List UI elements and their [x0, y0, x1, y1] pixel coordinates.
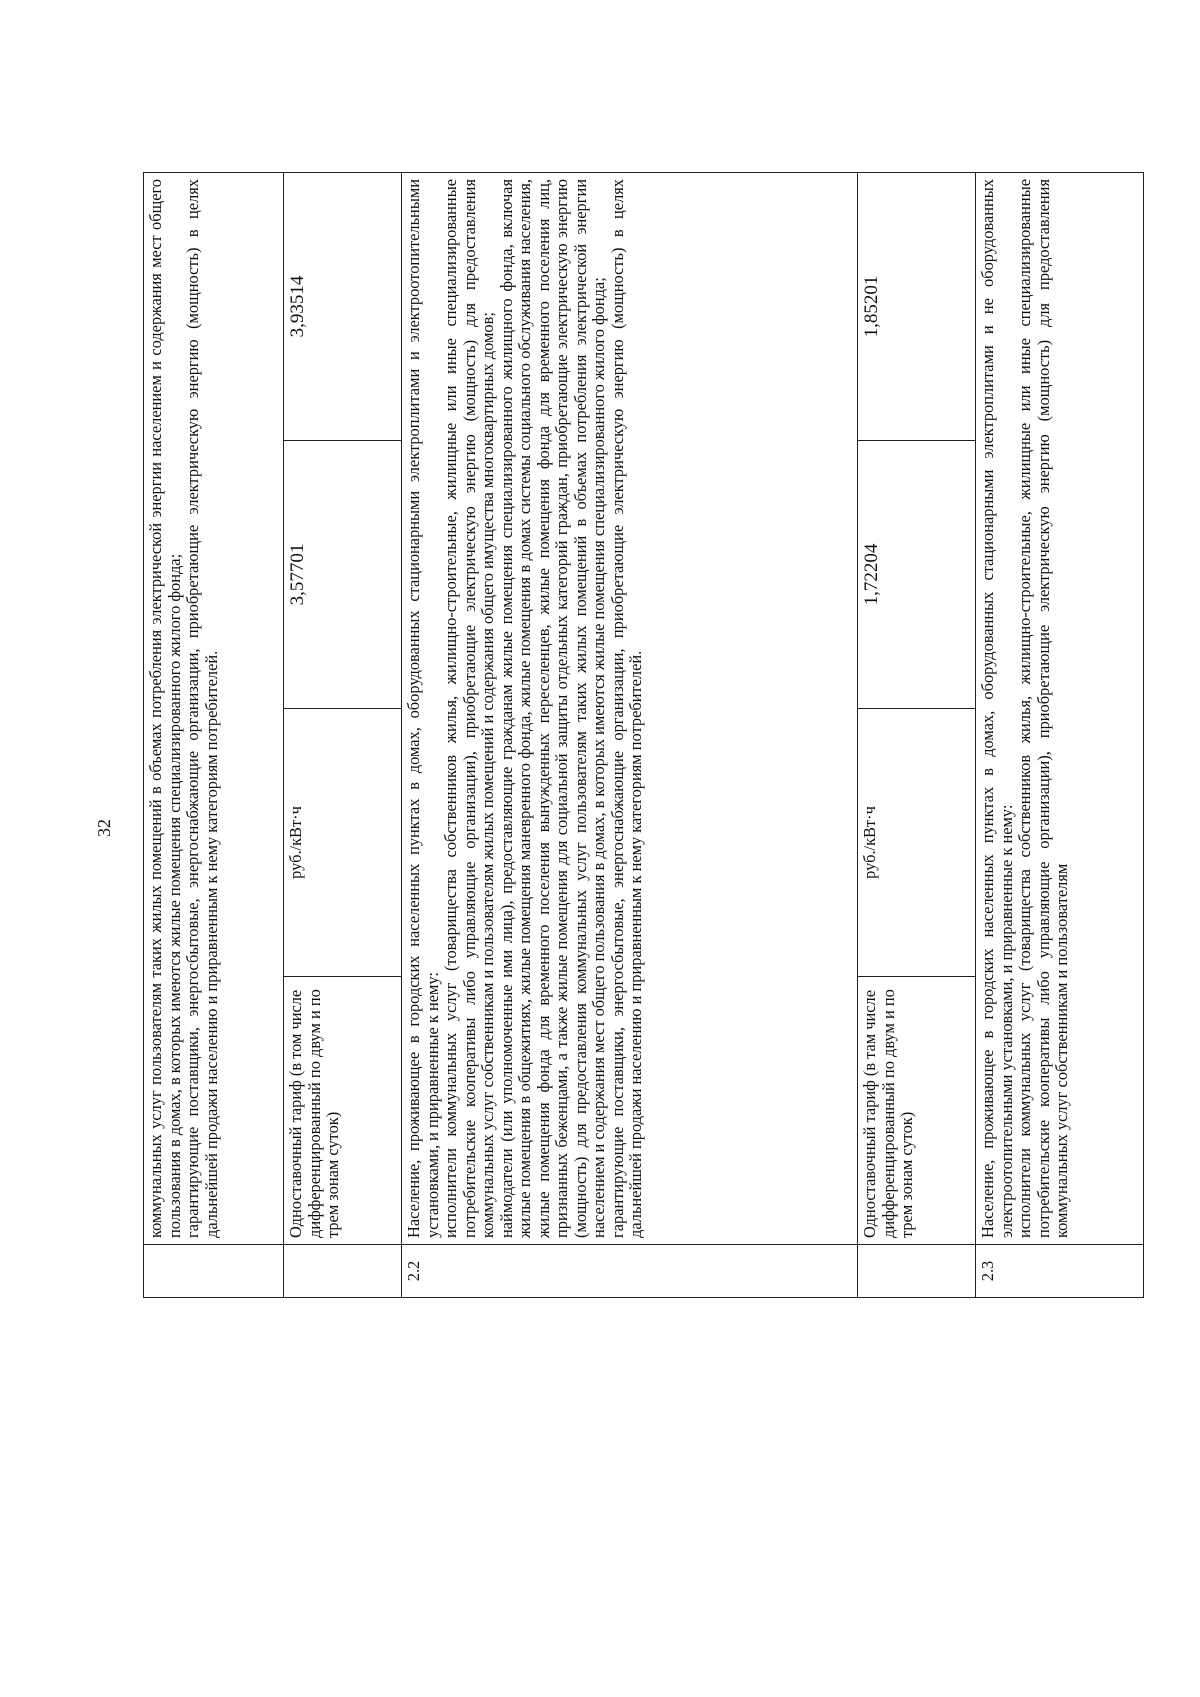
tariff-value-first-half: 3,57701	[284, 441, 402, 709]
tariff-value-first-half: 1,72204	[858, 441, 976, 709]
page-number: 32	[94, 819, 114, 837]
category-paragraph: исполнители коммунальных услуг (товарищества собственников жилья, жилищно-строительные, жилищные или иные специализированные потребительские кооперативы либо управляющие организации), приобретающие электрическую энергию (мощность) для предоставления коммунальных услуг собственникам и пользователям жилых помещений и содержания общего имущества многоквартирных домов;	[441, 179, 498, 1238]
table-row	[144, 173, 284, 1298]
table-row	[976, 173, 1144, 1298]
category-paragraph: Население, проживающее в городских населенных пунктах в домах, оборудованных стационарными электроплитами и электроотопительными установками, и приравненные к нему:	[404, 179, 442, 1238]
row-number-cell: 2.2	[402, 1245, 858, 1298]
table-row	[402, 173, 858, 1298]
tariff-table	[143, 172, 1144, 1298]
tariff-value-second-half: 1,85201	[858, 173, 976, 441]
category-paragraph: наймодатели (или уполномоченные ими лица), предоставляющие гражданам жилые помещения специализированного жилищного фонда, включая жилые помещения в общежитиях, жилые помещения маневренного фонда, жилые помещения в домах системы социального обслуживания населения, жилые помещения фонда для временного поселения вынужденных переселенцев, жилые помещения фонда для временного поселения лиц, признанных беженцами, а также жилые помещения для социальной защиты отдельных категорий граждан, приобретающие электрическую энергию (мощность) для предоставления коммунальных услуг пользователям таких жилых помещений в объемах потребления электрической энергии населением и содержания мест общего пользования в домах, в которых имеются жилые помещения специализированного жилого фонда;	[496, 179, 609, 1238]
category-paragraph: гарантирующие поставщики, энергосбытовые, энергоснабжающие организации, приобретающие электрическую энергию (мощность) в целях дальнейшей продажи населению и приравненным к нему категориям потребителей.	[183, 179, 221, 1238]
row-number-cell	[144, 1245, 284, 1298]
category-paragraph: гарантирующие поставщики, энергосбытовые, энергоснабжающие организации, приобретающие электрическую энергию (мощность) в целях дальнейшей продажи населению и приравненным к нему категориям потребителей.	[607, 179, 646, 1238]
row-number-cell	[858, 1245, 976, 1298]
tariff-label: Одноставочный тариф (в том числе дифференцированный по двум и по трем зонам суток)	[284, 977, 402, 1245]
category-description-cell	[976, 173, 1144, 1245]
tariff-unit: руб./кВт·ч	[284, 709, 402, 977]
tariff-table-wrapper	[143, 172, 1088, 1298]
category-description-cell	[144, 173, 284, 1245]
category-paragraph: исполнители коммунальных услуг (товарищества собственников жилья, жилищно-строительные, жилищные или иные специализированные потребительские кооперативы либо управляющие организации), приобретающие электрическую энергию (мощность) для предоставления коммунальных услуг собственникам и пользователям	[1015, 179, 1072, 1238]
tariff-value-second-half: 3,93514	[284, 173, 402, 441]
table-row	[284, 173, 402, 1298]
category-description-cell	[402, 173, 858, 1245]
category-paragraph: коммунальных услуг пользователям таких жилых помещений в объемах потребления электрической энергии населением и содержания мест общего пользования в домах, в которых имеются жилые помещения специализированного жилого фонда;	[146, 179, 184, 1238]
row-number-cell: 2.3	[976, 1245, 1144, 1298]
table-row	[858, 173, 976, 1298]
tariff-label: Одноставочный тариф (в там числе дифференцированный по двум и по трем зонам суток)	[858, 977, 976, 1245]
category-paragraph: Население, проживающее в городских населенных пунктах в домах, оборудованных стационарными электроплитами и не оборудованных электроотопительными установками, и приравненные к нему:	[978, 179, 1016, 1238]
row-number-cell	[284, 1245, 402, 1298]
tariff-unit: руб./кВт·ч	[858, 709, 976, 977]
